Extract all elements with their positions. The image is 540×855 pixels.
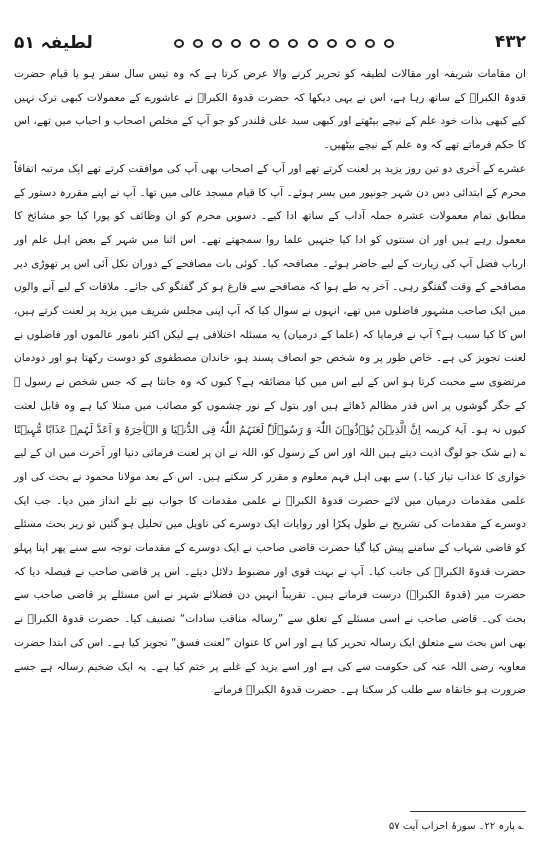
- body-text: [14, 63, 526, 703]
- section-title: لطیفہ ۵۱: [14, 32, 93, 53]
- paragraph: عشرے کے آخری دو تین روز یزید پر لعنت کرتے تھے اور آپ کے اصحاب بھی آپ کی موافقت کرتے تھے ایک مرتبہ اتفاقاً محرم کے ابتدائی دس دن شہر جونپور میں بسر ہوئے۔ آپ کا قیام مسجد عالی میں تھا۔ آپ نے اپنے مقررہ دستور کے مطابق تمام معمولات عشرہ جملہ آداب کے ساتھ ادا کیے۔ دسویں محرم کو ان وظائف کو پورا کیا جو مشائخ کا معمول رہے ہیں اور ان سنتوں کو ادا کیا جنہیں علما روا سمجھتے تھے۔ اس اثنا میں شہر کے بعض اہل علم اور ارباب فضل آپ کی زیارت کے لیے حاضر ہوئے۔ مصافحہ کیا۔ کوئی بات مصافحے کے دوران نکل آئی اس پر تھوڑی دیر مصافحے کے وقت گفتگو رہی۔ آخر یہ طے ہوا کہ مصافحے سے فارغ ہو کر گفتگو کی جائے۔ ملاقات کے لیے آنے والوں میں ایک صاحب مشہور فاضلوں میں تھے، انہوں نے سوال کیا کہ آپ اپنی مجلس شریف میں یزید پر لعنت کرتے ہیں، اس کا کیا سبب ہے؟ آپ نے فرمایا کہ (علما کے درمیان) یہ مسئلہ اختلافی ہے لیکن اکثر نامور عالموں اور فاضلوں نے لعنت تجویز کی ہے۔ خاص طور پر وہ شخص جو انصاف پسند ہو، خاندان مصطفوی کو دوست رکھتا ہو اور دودمان مرتضوی سے محبت کرتا ہو اس کے لیے اس میں کیا مضائقہ ہے؟ کیوں کہ وہ جانتا ہے کہ جس شخص نے رسول ﷺ کے جگر گوشوں پر اس قدر مظالم ڈھائے ہیں اور بتول کے نور چشموں کو مصائب میں مبتلا کیا ہے وہ قابل لعنت کیوں نہ ہو۔ آیۂ کریمہ اِنَّ الَّذِیۡنَ یُؤۡذُوۡنَ اللّٰہَ وَ رَسُوۡلَہٗ لَعَنَہُمُ اللّٰہُ فِی الدُّنۡیَا وَ الۡاٰخِرَۃِ وَ اَعَدَّ لَہُمۡ عَذَابًا مُّہِیۡنًا ؎ (بے شک جو لوگ اذیت دیتے ہیں اللہ اور اس کے رسول کو، اللہ نے ان پر لعنت فرمائی دنیا اور آخرت میں ان کے لیے خواری کا عذاب تیار کیا۔) سے بھی اہل فہم معلوم و مقرر کر سکتے ہیں۔ اس کے بعد مولانا محمود نے بحث کی اور علمی مقدمات درمیان میں لائے حضرت قدوۃ الکبراؒ نے علمی مقدمات کا جواب نپے تلے انداز میں دیا۔ جب ایک دوسرے کے مقدمات کی تشریح نے طول پکڑا اور روایات ایک دوسرے کی تاویل میں تحلیل ہو گئیں تو زیر بحث مسئلے کو قاضی شہاب کے سامنے پیش کیا گیا حضرت قاضی صاحب نے ایک دوسرے کے مقدمات توجہ سے سنے پھر اپنا پہلو حضرت قدوۃ الکبراؒ کی جانب کیا۔ آپ نے بہت قوی اور مضبوط دلائل دیئے۔ اس پر قاضی صاحب نے فیصلہ دیا کہ حضرت میر (قدوۃ الکبراؒ) درست فرماتے ہیں۔ تقریباً انہیں دن فضلائے شہر نے اس مسئلے پر قاضی صاحب سے بحث کی۔ قاضی صاحب نے اسی مسئلے کے تعلق سے ”رسالہ مناقب سادات“ تصنیف کیا۔ حضرت قدوۃ الکبراؒ نے بھی اس بحث سے متعلق ایک رسالہ تحریر کیا ہے اور اس کا عنوان ”لعنت فسق“ تجویز کیا ہے۔ اس کی ابتدا حضرت معاویہ رضی اللہ عنہ کی حکومت سے کی ہے اور اسے یزید کے غلبے پر ختم کیا ہے۔ یہ ایک ضخیم رسالہ ہے جسے ضرورت ہو خانقاہ سے طلب کر سکتا ہے۔ حضرت قدوۃ الکبراؒ فرماتے: [14, 162, 526, 697]
- page-number: ۴۳۲: [494, 32, 526, 52]
- footnote-divider: [410, 811, 526, 812]
- ornament-ring: [174, 39, 184, 48]
- paragraph: ان مقامات شریفہ اور مقالات لطیفہ کو تحریر کرنے والا عرض کرتا ہے کہ وہ تیس سال سفر ہو یا قیام حضرت قدوۃ الکبراؒ کے ساتھ رہا ہے، اس نے یہی دیکھا کہ حضرت قدوۃ الکبراؒ نے عاشورے کے معمولات کبھی ترک نہیں کیے کبھی بذات خود علم کے نیچے بیٹھتے اور کبھی سید علی قلندر کو جو آپ کے مخلص اصحاب و احباب میں تھے، اس کا حکم فرماتے تھے کہ وہ علم کے نیچے بیٹھیں۔: [14, 68, 526, 152]
- ornament-ring: [384, 39, 394, 48]
- ornament-ring: [308, 39, 318, 48]
- ornament-ring: [346, 39, 356, 48]
- ornament-border: [174, 36, 394, 50]
- ornament-ring: [250, 39, 260, 48]
- ornament-ring: [212, 39, 222, 48]
- ornament-ring: [193, 39, 203, 48]
- ornament-ring: [231, 39, 241, 48]
- ornament-ring: [288, 39, 298, 48]
- footnote: ؎ پارہ ۲۲۔ سورۂ احزاب آیت ۵۷: [388, 821, 524, 832]
- ornament-ring: [269, 39, 279, 48]
- page-header: [14, 30, 526, 54]
- ornament-ring: [365, 39, 375, 48]
- ornament-ring: [327, 39, 337, 48]
